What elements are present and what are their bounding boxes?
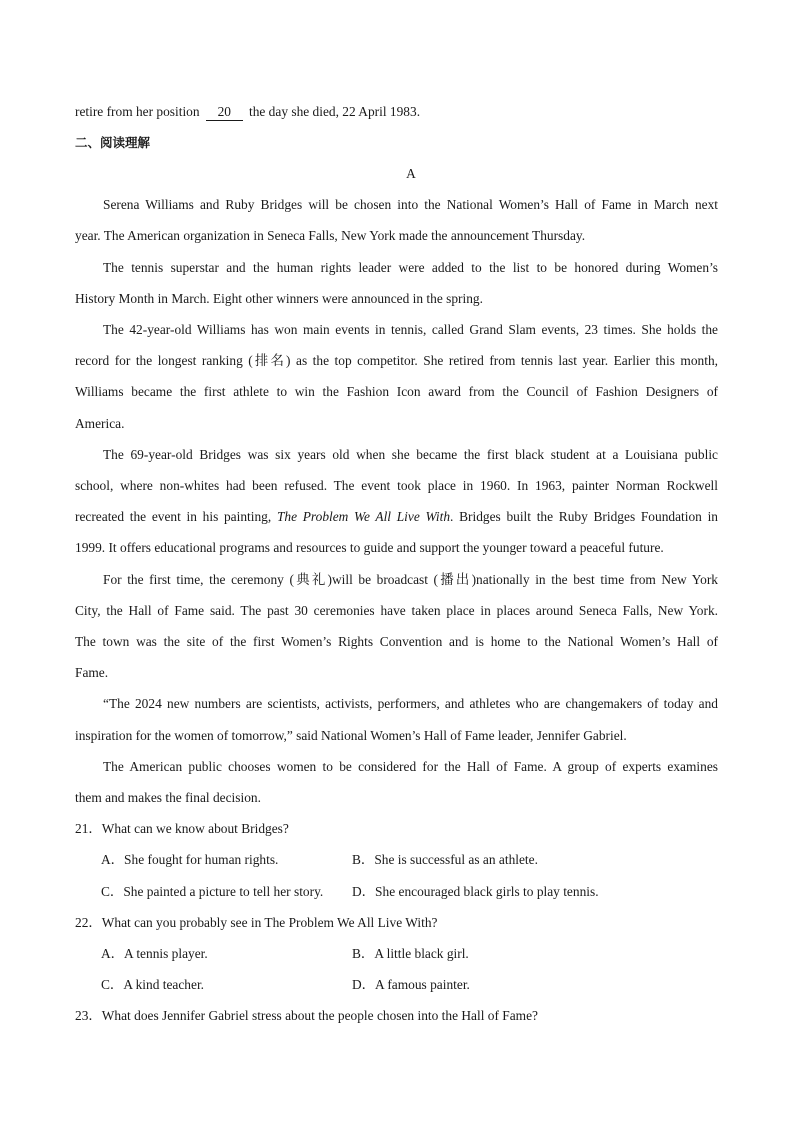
- line-text: the day she died, 22 April 1983.: [248, 104, 421, 119]
- passage-line: The 42-year-old Williams has won main events in tennis, called Grand Slam events, 23 times. She holds the: [103, 322, 718, 337]
- passage-line: “The 2024 new numbers are scientists, activists, performers, and athletes who are changemakers of today and: [103, 696, 718, 711]
- passage-line: For the first time, the ceremony (典礼)will be broadcast (播出)nationally in the best time from New York: [103, 572, 718, 587]
- passage-line: The town was the site of the first Women’s Rights Convention and is home to the National Women’s Hall of: [75, 634, 718, 649]
- passage-line: The tennis superstar and the human rights leader were added to the list to be honored during Women’s: [103, 260, 718, 275]
- passage-line: The 69-year-old Bridges was six years old when she became the first black student at a Louisiana public: [103, 447, 718, 462]
- option-c[interactable]: C．She painted a picture to tell her story.: [101, 884, 324, 899]
- line-text: recreated the event in his painting,: [75, 509, 272, 524]
- passage-line: History Month in March. Eight other winners were announced in the spring.: [75, 291, 483, 306]
- previous-item-line: [75, 102, 718, 122]
- option-d[interactable]: D．A famous painter.: [352, 977, 470, 992]
- question-stem: 22．What can you probably see in The Problem We All Live With?: [75, 915, 438, 930]
- option-b[interactable]: B．A little black girl.: [352, 946, 469, 961]
- passage-line: them and makes the final decision.: [75, 790, 261, 805]
- passage-line: Williams became the first athlete to win the Fashion Icon award from the Council of Fashion Designers of: [75, 384, 718, 399]
- option-d[interactable]: D．She encouraged black girls to play tennis.: [352, 884, 599, 899]
- passage-line: school, where non-whites had been refused. The event took place in 1960. In 1963, painter Norman Rockwell: [75, 478, 718, 493]
- passage-line: 1999. It offers educational programs and resources to guide and support the younger toward a peaceful future.: [75, 540, 664, 555]
- question-stem: 23．What does Jennifer Gabriel stress about the people chosen into the Hall of Fame?: [75, 1008, 538, 1023]
- option-a[interactable]: A．She fought for human rights.: [101, 852, 279, 867]
- painting-title: The Problem We All Live With: [276, 509, 451, 524]
- passage-line: Fame.: [75, 665, 109, 680]
- passage-line: record for the longest ranking (排名) as the top competitor. She retired from tennis last year. Earlier this month,: [75, 353, 718, 368]
- passage-line: America.: [75, 416, 125, 431]
- passage-line: inspiration for the women of tomorrow,” said National Women’s Hall of Fame leader, Jennifer Gabriel.: [75, 728, 627, 743]
- answer-blank: 20: [206, 104, 243, 121]
- question-stem: 21．What can we know about Bridges?: [75, 821, 289, 836]
- passage-line: Serena Williams and Ruby Bridges will be chosen into the National Women’s Hall of Fame in March next: [103, 197, 718, 212]
- line-text: retire from her position: [75, 104, 200, 119]
- option-b[interactable]: B．She is successful as an athlete.: [352, 852, 538, 867]
- passage-line: The American public chooses women to be considered for the Hall of Fame. A group of experts examines: [103, 759, 718, 774]
- passage-label: A: [406, 166, 416, 181]
- line-text: . Bridges built the Ruby Bridges Foundation in: [450, 509, 718, 524]
- section-heading: 二、阅读理解: [75, 135, 151, 150]
- passage-line: [75, 507, 718, 527]
- option-a[interactable]: A．A tennis player.: [101, 946, 208, 961]
- passage-line: City, the Hall of Fame said. The past 30 ceremonies have taken place in places around Seneca Falls, New York.: [75, 603, 718, 618]
- passage-line: year. The American organization in Seneca Falls, New York made the announcement Thursday.: [75, 228, 586, 243]
- option-c[interactable]: C．A kind teacher.: [101, 977, 205, 992]
